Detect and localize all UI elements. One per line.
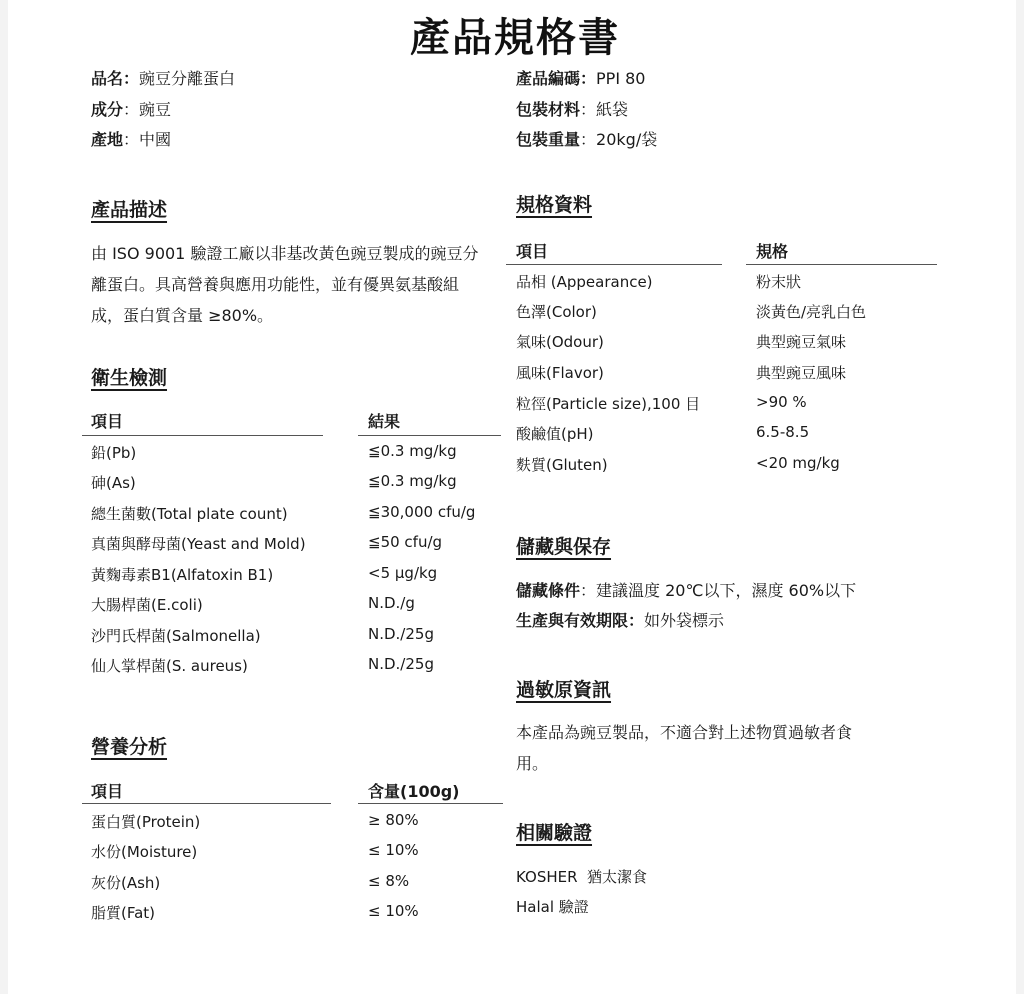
description-heading: 產品描述 bbox=[91, 199, 168, 221]
spec-value: 粉末狀 bbox=[756, 273, 802, 291]
nutrition-item: 蛋白質(Protein) bbox=[91, 813, 201, 831]
nutrition-value: ≤ 10% bbox=[368, 902, 419, 920]
storage-heading: 儲藏與保存 bbox=[516, 536, 612, 558]
storage-condition bbox=[516, 578, 856, 601]
spec-item: 風味(Flavor) bbox=[516, 364, 604, 382]
product-ingredient bbox=[91, 97, 171, 120]
packaging-material bbox=[516, 97, 628, 120]
description-text bbox=[91, 238, 501, 331]
hygiene-item: 鉛(Pb) bbox=[91, 444, 137, 462]
hygiene-col-result: 結果 bbox=[368, 412, 401, 431]
product-name-value: 豌豆分離蛋白 bbox=[139, 69, 236, 88]
packaging-value: 紙袋 bbox=[596, 100, 629, 119]
hygiene-result: ≦0.3 mg/kg bbox=[368, 472, 457, 490]
specs-col-spec: 規格 bbox=[756, 242, 789, 261]
packaging-weight bbox=[516, 127, 657, 150]
product-code-value: PPI 80 bbox=[596, 69, 646, 88]
origin-value: 中國 bbox=[139, 130, 172, 149]
hygiene-item: 砷(As) bbox=[91, 474, 136, 492]
nutrition-value: ≥ 80% bbox=[368, 811, 419, 829]
hygiene-result: N.D./25g bbox=[368, 655, 434, 673]
nutrition-item: 水份(Moisture) bbox=[91, 843, 198, 861]
packaging-label: 包裝材料 bbox=[516, 100, 581, 119]
page-title: 產品規格書 bbox=[410, 15, 620, 61]
allergen-line: 本產品為豌豆製品，不適合對上述物質過敏者食 bbox=[516, 723, 853, 742]
storage-condition-label: 儲藏條件 bbox=[516, 581, 581, 600]
storage-condition-sep: ： bbox=[580, 581, 597, 600]
spec-value: <20 mg/kg bbox=[756, 454, 840, 472]
nutrition-value: ≤ 10% bbox=[368, 841, 419, 859]
spec-value: 6.5-8.5 bbox=[756, 423, 810, 441]
origin-label: 產地 bbox=[91, 130, 124, 149]
spec-value: 典型豌豆氣味 bbox=[756, 333, 847, 351]
ingredient-value: 豌豆 bbox=[139, 100, 172, 119]
certification-item: Halal 驗證 bbox=[516, 898, 589, 916]
nutrition-header-rule-right bbox=[358, 803, 503, 804]
hygiene-header-rule-left bbox=[82, 435, 323, 436]
hygiene-item: 大腸桿菌(E.coli) bbox=[91, 596, 203, 614]
packaging-sep: ： bbox=[580, 100, 597, 119]
description-line: 離蛋白。具高營養與應用功能性，並有優異氨基酸組 bbox=[91, 275, 460, 294]
storage-condition-value: 建議溫度 20℃以下，濕度 60%以下 bbox=[596, 581, 857, 600]
product-origin bbox=[91, 127, 171, 150]
specs-col-item: 項目 bbox=[516, 242, 549, 261]
allergen-text bbox=[516, 717, 896, 779]
description-line: 由 ISO 9001 驗證工廠以非基改黃色豌豆製成的豌豆分 bbox=[91, 244, 479, 263]
hygiene-item: 沙門氏桿菌(Salmonella) bbox=[91, 627, 261, 645]
spec-sheet-page bbox=[8, 0, 1016, 994]
nutrition-item: 灰份(Ash) bbox=[91, 874, 161, 892]
nutrition-col-item: 項目 bbox=[91, 782, 124, 801]
certification-item: KOSHER 猶太潔食 bbox=[516, 868, 648, 886]
spec-value: 淡黃色/亮乳白色 bbox=[756, 303, 867, 321]
weight-value: 20kg/袋 bbox=[596, 130, 658, 149]
hygiene-result: N.D./25g bbox=[368, 625, 434, 643]
nutrition-header-rule-left bbox=[82, 803, 331, 804]
hygiene-item: 黃麴毒素B1(Alfatoxin B1) bbox=[91, 566, 274, 584]
allergen-line: 用。 bbox=[516, 754, 549, 773]
hygiene-result: ≦30,000 cfu/g bbox=[368, 503, 476, 521]
nutrition-value: ≤ 8% bbox=[368, 872, 410, 890]
weight-sep: ： bbox=[580, 130, 597, 149]
nutrition-item: 脂質(Fat) bbox=[91, 904, 156, 922]
specs-header-rule-left bbox=[506, 264, 722, 265]
spec-value: >90 % bbox=[756, 393, 807, 411]
spec-value: 典型豌豆風味 bbox=[756, 364, 847, 382]
spec-item: 麩質(Gluten) bbox=[516, 456, 608, 474]
hygiene-result: N.D./g bbox=[368, 594, 415, 612]
spec-item: 品相 (Appearance) bbox=[516, 273, 653, 291]
ingredient-label: 成分 bbox=[91, 100, 124, 119]
shelf-life bbox=[516, 608, 724, 631]
hygiene-header-rule-right bbox=[358, 435, 501, 436]
specs-heading: 規格資料 bbox=[516, 194, 593, 216]
hygiene-heading: 衛生檢測 bbox=[91, 367, 168, 389]
weight-label: 包裝重量 bbox=[516, 130, 581, 149]
spec-item: 色澤(Color) bbox=[516, 303, 597, 321]
hygiene-item: 總生菌數(Total plate count) bbox=[91, 505, 288, 523]
nutrition-heading: 營養分析 bbox=[91, 736, 168, 758]
specs-header-rule-right bbox=[746, 264, 937, 265]
hygiene-result: ≦0.3 mg/kg bbox=[368, 442, 457, 460]
product-code bbox=[516, 66, 645, 89]
hygiene-item: 真菌與酵母菌(Yeast and Mold) bbox=[91, 535, 306, 553]
shelf-life-label: 生產與有效期限： bbox=[516, 611, 645, 630]
product-code-label: 產品編碼： bbox=[516, 69, 597, 88]
origin-sep: ： bbox=[123, 130, 140, 149]
spec-item: 酸鹼值(pH) bbox=[516, 425, 594, 443]
ingredient-sep: ： bbox=[123, 100, 140, 119]
certification-heading: 相關驗證 bbox=[516, 822, 593, 844]
spec-item: 粒徑(Particle size),100 目 bbox=[516, 395, 701, 413]
spec-item: 氣味(Odour) bbox=[516, 333, 604, 351]
hygiene-col-item: 項目 bbox=[91, 412, 124, 431]
description-line: 成，蛋白質含量 ≥80%。 bbox=[91, 306, 274, 325]
hygiene-result: ≦50 cfu/g bbox=[368, 533, 443, 551]
shelf-life-value: 如外袋標示 bbox=[644, 611, 725, 630]
allergen-heading: 過敏原資訊 bbox=[516, 679, 612, 701]
hygiene-item: 仙人掌桿菌(S. aureus) bbox=[91, 657, 248, 675]
hygiene-result: <5 µg/kg bbox=[368, 564, 438, 582]
nutrition-col-content: 含量(100g) bbox=[368, 782, 460, 801]
product-name-label: 品名： bbox=[91, 69, 140, 88]
product-name bbox=[91, 66, 235, 89]
